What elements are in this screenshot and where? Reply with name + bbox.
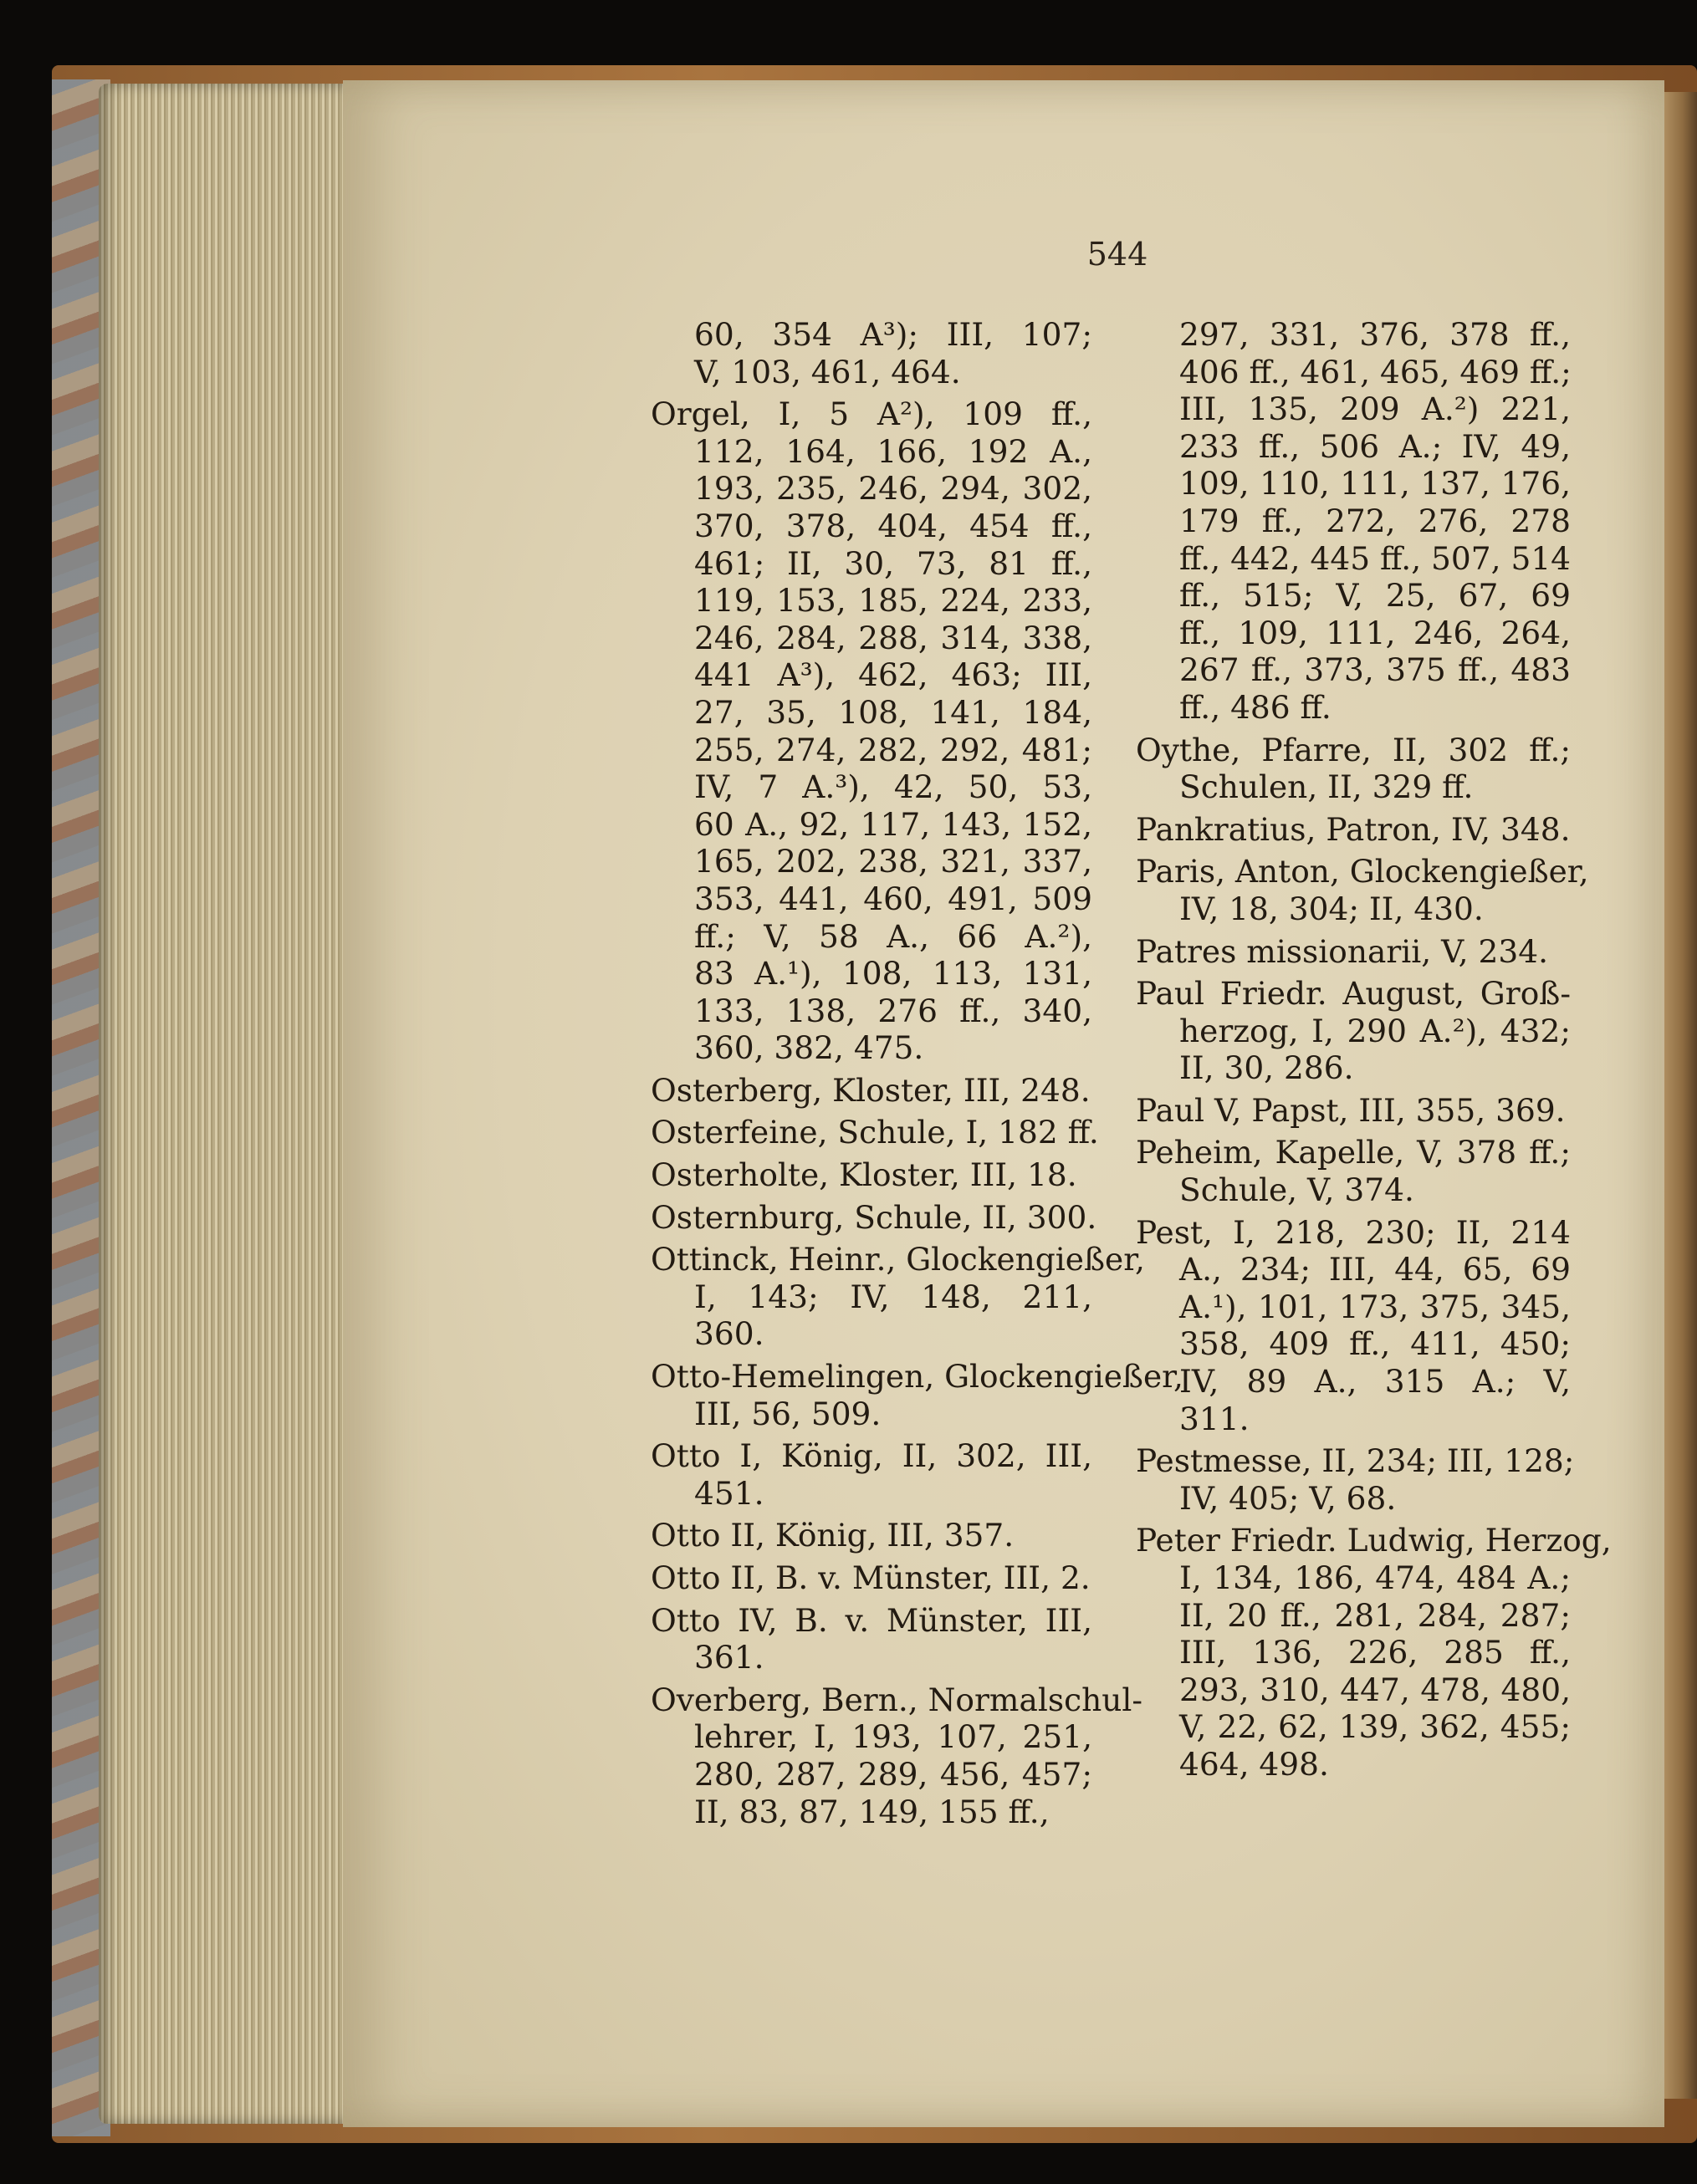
entry-line: III, 135, 209 A.²) 221,: [1179, 390, 1571, 428]
entry-line: 358, 409 ff., 411, 450;: [1179, 1325, 1571, 1363]
entry-line: Oythe, Pfarre, II, 302 ff.;: [1136, 731, 1571, 768]
entry-line: II, 20 ff., 281, 284, 287;: [1179, 1596, 1571, 1634]
entry-line: herzog, I, 290 A.²), 432;: [1179, 1012, 1571, 1049]
entry-line: Otto II, B. v. Münster, III, 2.: [651, 1559, 1091, 1596]
index-entry: [1136, 1522, 1612, 1783]
entry-line: 109, 110, 111, 137, 176,: [1179, 465, 1571, 503]
entry-line: 370, 378, 404, 454 ff.,: [694, 507, 1092, 544]
index-entry: [1136, 933, 1571, 971]
entry-line: Otto IV, B. v. Münster, III,: [651, 1601, 1092, 1639]
index-entry: [651, 1072, 1092, 1110]
entry-line: Osternburg, Schule, II, 300.: [651, 1198, 1097, 1236]
entry-line: Orgel, I, 5 A²), 109 ff.,: [651, 395, 1092, 433]
entry-line: Ottinck, Heinr., Glockengießer,: [651, 1241, 1145, 1278]
entry-line: Paul V, Papst, III, 355, 369.: [1136, 1091, 1566, 1129]
entry-line: Schule, V, 374.: [1179, 1171, 1414, 1209]
entry-line: 451.: [694, 1474, 764, 1512]
index-entry: [651, 1241, 1145, 1353]
entry-line: Peheim, Kapelle, V, 378 ff.;: [1136, 1134, 1571, 1171]
entry-line: 361.: [694, 1639, 764, 1676]
entry-line: Peter Friedr. Ludwig, Herzog,: [1136, 1522, 1612, 1559]
entry-line: 267 ff., 373, 375 ff., 483: [1179, 651, 1571, 689]
index-entry: [651, 1602, 1092, 1676]
entry-line: A., 234; III, 44, 65, 69: [1179, 1251, 1571, 1288]
index-entry: [651, 316, 1092, 390]
entry-line: 246, 284, 288, 314, 338,: [694, 619, 1092, 656]
entry-line: 133, 138, 276 ff., 340,: [694, 992, 1092, 1029]
entry-line: 297, 331, 376, 378 ff.,: [1179, 316, 1571, 353]
entry-line: 353, 441, 460, 491, 509: [694, 880, 1092, 917]
entry-line: 406 ff., 461, 465, 469 ff.;: [1179, 353, 1572, 390]
index-entry: [651, 1559, 1092, 1597]
entry-line: 464, 498.: [1179, 1745, 1329, 1783]
entry-line: 165, 202, 238, 321, 337,: [694, 843, 1092, 880]
entry-line: ff.; V, 58 A., 66 A.²),: [694, 917, 1092, 955]
entry-line: IV, 7 A.³), 42, 50, 53,: [694, 768, 1092, 806]
entry-line: lehrer, I, 193, 107, 251,: [694, 1718, 1092, 1756]
entry-line: 179 ff., 272, 276, 278: [1179, 502, 1571, 539]
entry-line: Otto II, König, III, 357.: [651, 1517, 1015, 1554]
index-entry: [651, 1198, 1097, 1237]
index-entry: [651, 1517, 1092, 1554]
entry-line: Paris, Anton, Glockengießer,: [1136, 853, 1589, 890]
entry-line: A.¹), 101, 173, 375, 345,: [1179, 1288, 1571, 1325]
entry-line: V, 22, 62, 139, 362, 455;: [1179, 1708, 1571, 1746]
index-entry: [651, 1156, 1092, 1194]
entry-line: I, 143; IV, 148, 211,: [694, 1278, 1092, 1315]
entry-line: ff., 486 ff.: [1179, 688, 1332, 726]
entry-line: II, 30, 286.: [1179, 1049, 1354, 1087]
entry-line: 193, 235, 246, 294, 302,: [694, 470, 1092, 508]
index-entry: [1136, 1092, 1571, 1130]
entry-line: ff., 515; V, 25, 67, 69: [1179, 577, 1571, 615]
entry-line: IV, 405; V, 68.: [1179, 1479, 1397, 1517]
entry-line: II, 83, 87, 149, 155 ff.,: [694, 1793, 1050, 1830]
index-entry: [1136, 316, 1571, 727]
entry-line: Pankratius, Patron, IV, 348.: [1136, 810, 1571, 848]
entry-line: 360, 382, 475.: [694, 1029, 924, 1067]
entry-line: Otto-Hemelingen, Glockengießer,: [651, 1358, 1183, 1396]
entry-line: Osterberg, Kloster, III, 248.: [651, 1071, 1091, 1109]
entry-line: 280, 287, 289, 456, 457;: [694, 1755, 1092, 1793]
entry-line: 83 A.¹), 108, 113, 131,: [694, 955, 1092, 992]
right-cover-edge: [1660, 92, 1697, 2099]
index-entry: [1136, 1442, 1575, 1517]
entry-line: 233 ff., 506 A.; IV, 49,: [1179, 427, 1571, 465]
index-entry: [651, 1437, 1092, 1512]
entry-line: Paul Friedr. August, Groß-: [1136, 975, 1571, 1013]
entry-line: 255, 274, 282, 292, 481;: [694, 731, 1092, 768]
entry-line: ff., 442, 445 ff., 507, 514: [1179, 539, 1572, 577]
index-entry: [651, 395, 1092, 1067]
index-column-left: [651, 316, 1183, 1830]
entry-line: 60, 354 A³); III, 107;: [694, 316, 1092, 353]
index-entry: [1136, 853, 1589, 927]
entry-line: Overberg, Bern., Normalschul-: [651, 1681, 1143, 1718]
index-entry: [651, 1114, 1099, 1151]
entry-line: Patres missionarii, V, 234.: [1136, 932, 1548, 970]
index-entry: [651, 1681, 1143, 1830]
entry-line: 119, 153, 185, 224, 233,: [694, 582, 1092, 620]
entry-line: IV, 18, 304; II, 430.: [1179, 890, 1484, 927]
page-number: 544: [1086, 236, 1148, 273]
index-entry: [1136, 1214, 1571, 1438]
index-entry: [1136, 975, 1571, 1087]
entry-line: Osterfeine, Schule, I, 182 ff.: [651, 1114, 1099, 1151]
entry-line: 293, 310, 447, 478, 480,: [1179, 1671, 1571, 1708]
entry-line: 311.: [1179, 1400, 1250, 1437]
entry-line: IV, 89 A., 315 A.; V,: [1179, 1363, 1571, 1401]
entry-line: I, 134, 186, 474, 484 A.;: [1179, 1559, 1571, 1596]
entry-line: III, 56, 509.: [694, 1395, 882, 1432]
index-entry: [1136, 732, 1571, 806]
entry-line: Osterholte, Kloster, III, 18.: [651, 1156, 1077, 1194]
entry-line: 112, 164, 166, 192 A.,: [694, 432, 1092, 470]
index-entry: [1136, 1134, 1571, 1208]
index-entry: [1136, 811, 1571, 849]
entry-line: Pestmesse, II, 234; III, 128;: [1136, 1442, 1575, 1480]
entry-line: 441 A³), 462, 463; III,: [694, 656, 1092, 694]
index-entry: [651, 1358, 1183, 1432]
entry-line: V, 103, 461, 464.: [694, 353, 961, 390]
entry-line: 360.: [694, 1315, 764, 1353]
entry-line: Schulen, II, 329 ff.: [1179, 768, 1474, 806]
entry-line: 60 A., 92, 117, 143, 152,: [694, 805, 1092, 843]
entry-line: III, 136, 226, 285 ff.,: [1179, 1634, 1571, 1671]
entry-line: Otto I, König, II, 302, III,: [651, 1437, 1092, 1475]
entry-line: ff., 109, 111, 246, 264,: [1179, 614, 1571, 651]
entry-line: 27, 35, 108, 141, 184,: [694, 693, 1092, 731]
page-stack: [99, 84, 350, 2124]
index-column-right: [1136, 316, 1612, 1783]
entry-line: 461; II, 30, 73, 81 ff.,: [694, 544, 1092, 582]
entry-line: Pest, I, 218, 230; II, 214: [1136, 1213, 1571, 1251]
